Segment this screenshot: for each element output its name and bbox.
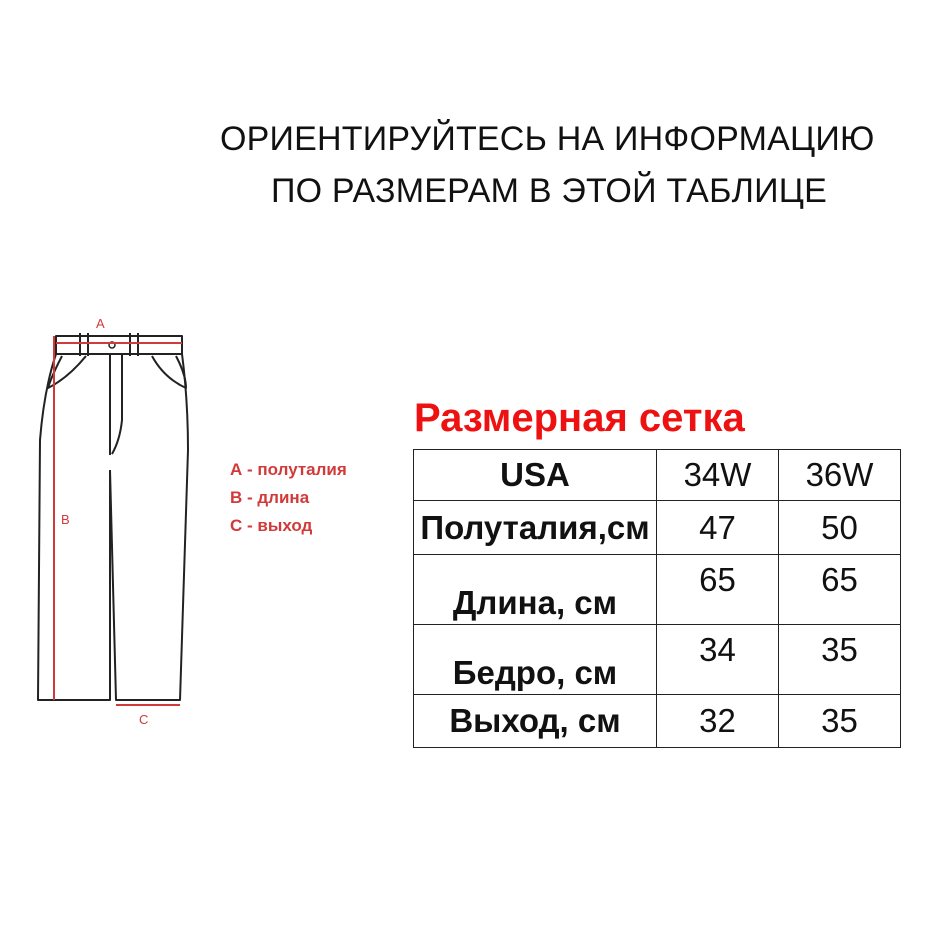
marker-c: C bbox=[139, 712, 149, 727]
size-chart-title: Размерная сетка bbox=[414, 396, 745, 440]
row-value: 50 bbox=[779, 501, 901, 555]
heading-line-2: ПО РАЗМЕРАМ В ЭТОЙ ТАБЛИЦЕ bbox=[271, 172, 827, 210]
legend-item-a: А - полуталия bbox=[230, 460, 347, 479]
row-value: 47 bbox=[657, 501, 779, 555]
row-label: Полуталия,см bbox=[414, 501, 657, 555]
size-table bbox=[413, 449, 901, 748]
marker-b: B bbox=[61, 512, 70, 527]
row-value: 35 bbox=[779, 625, 901, 695]
table-row bbox=[414, 695, 901, 748]
legend-item-c: С - выход bbox=[230, 516, 313, 535]
row-label: Бедро, см bbox=[414, 625, 657, 695]
measure-lines bbox=[54, 336, 182, 705]
row-label: Выход, см bbox=[414, 695, 657, 748]
row-value: 32 bbox=[657, 695, 779, 748]
row-value: 65 bbox=[657, 555, 779, 625]
row-value: 34 bbox=[657, 625, 779, 695]
marker-a: A bbox=[96, 316, 105, 331]
table-row bbox=[414, 625, 901, 695]
table-header-row bbox=[414, 450, 901, 501]
row-value: 65 bbox=[779, 555, 901, 625]
table-row bbox=[414, 555, 901, 625]
row-value: 35 bbox=[779, 695, 901, 748]
header-cell: 36W bbox=[779, 450, 901, 501]
row-label: Длина, см bbox=[414, 555, 657, 625]
table-row bbox=[414, 501, 901, 555]
heading-line-1: ОРИЕНТИРУЙТЕСЬ НА ИНФОРМАЦИЮ bbox=[220, 120, 875, 158]
legend-item-b: В - длина bbox=[230, 488, 310, 507]
header-cell: 34W bbox=[657, 450, 779, 501]
header-cell: USA bbox=[414, 450, 657, 501]
